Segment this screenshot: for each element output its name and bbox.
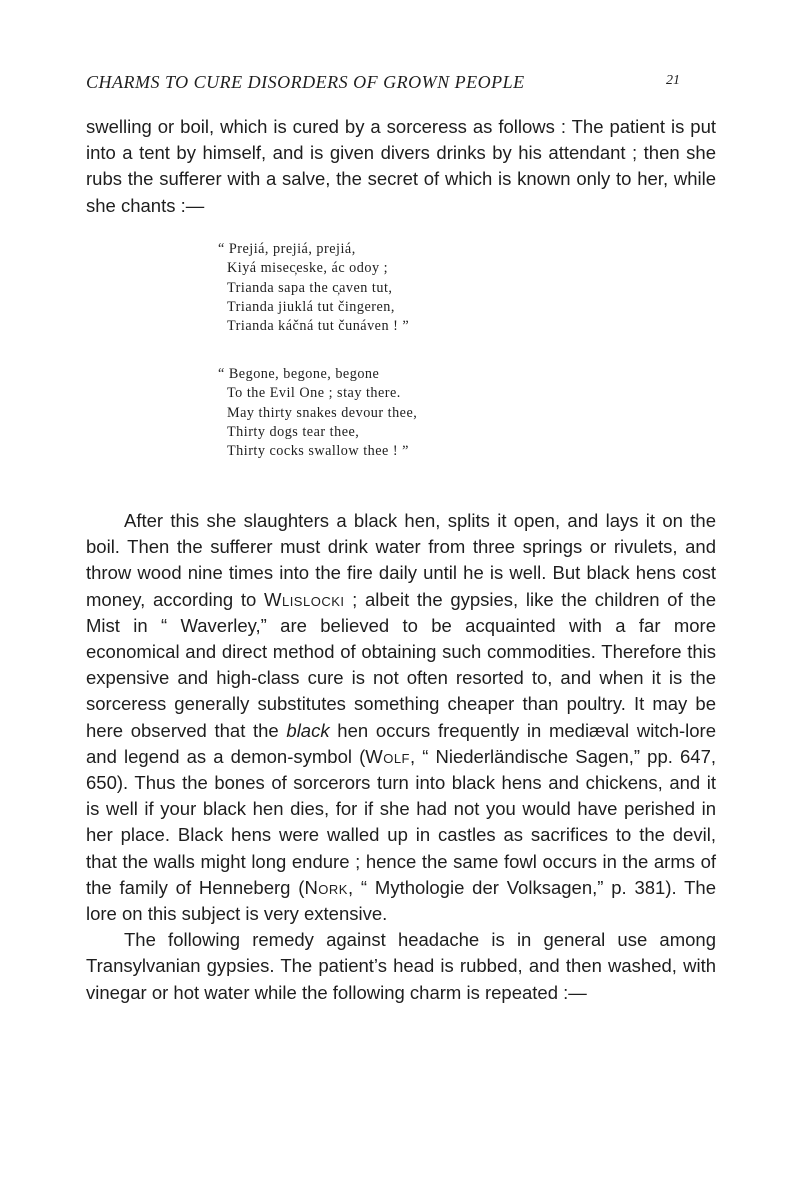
running-head: CHARMS TO CURE DISORDERS OF GROWN PEOPLE: [86, 72, 525, 92]
text-run: ; albeit the gypsies, like the children of the Mist in “ Waverley,” are believed to be acquainted with a far more economical and direct method of obtaining such commodities. Therefore this expensive and high-class cure is not often resorted to, and when it is the sorceress generally substitutes something cheaper than poultry. It may be here observed that the: [86, 588, 717, 741]
paragraph-headache-remedy: The following remedy against headache is in general use among Transylvanian gypsies. The patient’s head is rubbed, and then washed, with vinegar or hot water while the following charm is repeated :—: [86, 929, 716, 1003]
text-block-bottom: [86, 508, 716, 1006]
charm-translation-verse: [218, 365, 638, 461]
verse-line: “ Begone, begone, begone: [218, 366, 380, 382]
author-name-nork: Nork: [304, 876, 348, 898]
paragraph-intro: swelling or boil, which is cured by a sorceress as follows : The patient is put into a tent by himself, and is given divers drinks by his attendant ; then she rubs the sufferer with a salve, the secret of which is known only to her, while she chants :—: [86, 116, 716, 216]
author-name-wlislocki: Wlislocki: [264, 588, 345, 610]
paragraph-black-hen: [86, 508, 716, 927]
verse-line: Thirty cocks swallow thee ! ”: [227, 443, 409, 460]
verse-line: To the Evil One ; stay there.: [227, 385, 401, 402]
page-header: [0, 72, 800, 96]
charm-original-verse: [218, 240, 638, 336]
text-run: After this she slaughters a black hen, splits it open, and lays it on the boil. Then the sufferer must drink water from three springs or rivulets, and throw wood nine times into the fire daily until he is well. But black hens cost money, according to: [86, 510, 716, 610]
verse-line: Trianda jiuklá tut čingeren,: [227, 298, 395, 315]
verse-line: Trianda káčná tut čunáven ! ”: [227, 318, 410, 335]
text-block-top: [86, 114, 716, 219]
text-run: , “ Mythologie der Volksagen,” p. 381). The lore on this subject is very extensive.: [86, 876, 717, 925]
verse-line: “ Prejiá, prejiá, prejiá,: [218, 241, 356, 257]
verse-line: May thirty snakes devour thee,: [227, 404, 418, 421]
text-run: hen occurs frequently in mediæval witch-lore and legend as a demon-symbol (: [86, 719, 716, 767]
text-run: , “ Niederländische Sagen,” pp. 647, 650). Thus the bones of sorcerors turn into black hens and chickens, and it is well if your black hen dies, for if she had not you would have perished in her place. Black hens were walled up in castles as sacrifices to the devil, that the walls might long endure ; hence the same fowl occurs in the arms of the family of Henneberg (: [86, 745, 716, 898]
verse-line: Kiyá misec̦eske, ác odoy ;: [227, 260, 389, 277]
emphasis-black: black: [286, 719, 330, 741]
verse-line: Trianda sapa the c̦aven tut,: [227, 279, 393, 296]
author-name-wolf: Wolf: [365, 745, 410, 767]
verse-line: Thirty dogs tear thee,: [227, 423, 360, 440]
page-number: 21: [666, 73, 680, 88]
